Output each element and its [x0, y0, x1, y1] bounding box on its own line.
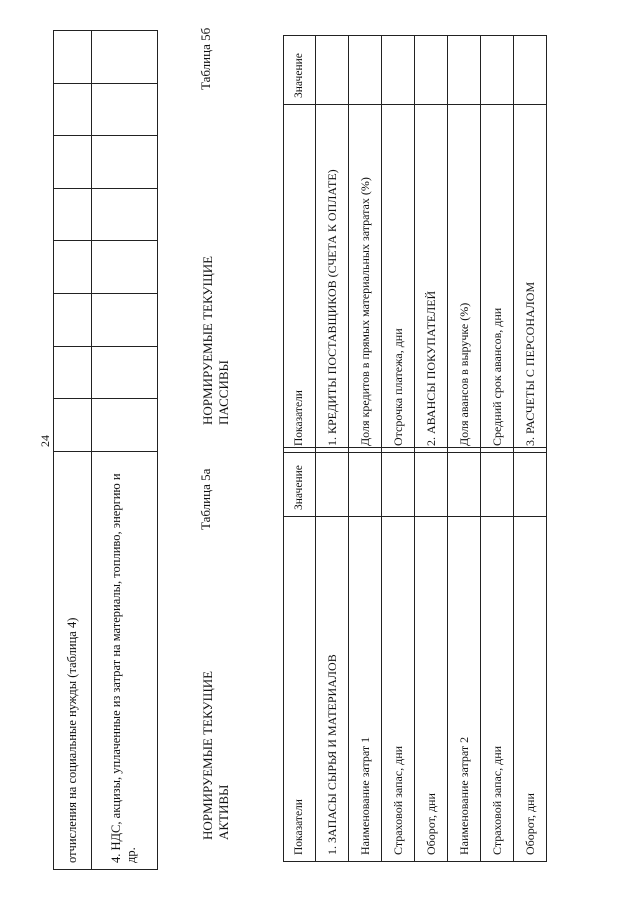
row-label: 2. АВАНСЫ ПОКУПАТЕЛЕЙ — [414, 105, 447, 453]
row-label: 3. РАСЧЕТЫ С ПЕРСОНАЛОМ — [513, 105, 546, 453]
table-row — [414, 448, 447, 862]
table-row — [447, 448, 480, 862]
table-row — [414, 36, 447, 453]
value-cell — [513, 36, 546, 105]
table-header-row — [284, 448, 316, 862]
row-label: отчисления на социальные нужды (таблица 4) — [54, 452, 92, 870]
value-cell — [480, 448, 513, 517]
table-cell — [54, 241, 92, 294]
table-cell — [91, 346, 157, 399]
table-5b-heading: НОРМИРУЕМЫЕ ТЕКУЩИЕ ПАССИВЫ — [200, 255, 231, 425]
table-cell — [54, 83, 92, 136]
table-5a-heading: НОРМИРУЕМЫЕ ТЕКУЩИЕ АКТИВЫ — [200, 670, 231, 840]
value-cell — [381, 36, 414, 105]
column-header-value: Значение — [284, 36, 316, 105]
table-row — [315, 36, 348, 453]
table-cell — [91, 83, 157, 136]
value-cell — [414, 448, 447, 517]
table-cell — [54, 399, 92, 452]
table-row — [348, 36, 381, 453]
table-cell — [91, 31, 157, 84]
table-cell — [54, 188, 92, 241]
table-row — [480, 36, 513, 453]
table-row — [381, 36, 414, 453]
row-label: Страховой запас, дни — [381, 517, 414, 862]
table-5a-number: Таблица 5а — [198, 468, 213, 530]
row-label: Страховой запас, дни — [480, 517, 513, 862]
table-cell — [54, 31, 92, 84]
table-cell — [54, 294, 92, 347]
value-cell — [447, 36, 480, 105]
value-cell — [315, 448, 348, 517]
table-5a — [283, 447, 547, 862]
row-label: Оборот, дни — [414, 517, 447, 862]
column-header-indicator: Показатели — [284, 517, 316, 862]
column-header-value: Значение — [284, 448, 316, 517]
row-label: Доля авансов в выручке (%) — [447, 105, 480, 453]
table-cell — [91, 399, 157, 452]
row-label: Оборот, дни — [513, 517, 546, 862]
table-cell — [91, 294, 157, 347]
continuation-table — [53, 30, 158, 870]
row-label: Наименование затрат 2 — [447, 517, 480, 862]
page-number: 24 — [38, 435, 52, 447]
table-row — [91, 31, 157, 870]
value-cell — [348, 36, 381, 105]
table-row — [480, 448, 513, 862]
value-cell — [513, 448, 546, 517]
table-row — [315, 448, 348, 862]
value-cell — [315, 36, 348, 105]
table-5b-number: Таблица 5б — [198, 27, 213, 90]
row-label: 1. ЗАПАСЫ СЫРЬЯ И МАТЕРИАЛОВ — [315, 517, 348, 862]
table-cell — [91, 241, 157, 294]
table-row — [447, 36, 480, 453]
table-row — [381, 448, 414, 862]
table-cell — [54, 136, 92, 189]
row-label: 4. НДС, акцизы, уплаченные из затрат на материалы, топливо, энергию и др. — [91, 452, 157, 870]
row-label: Отсрочка платежа, дни — [381, 105, 414, 453]
row-label: 1. КРЕДИТЫ ПОСТАВЩИКОВ (СЧЕТА К ОПЛАТЕ) — [315, 105, 348, 453]
value-cell — [480, 36, 513, 105]
table-cell — [91, 136, 157, 189]
row-label: Средний срок авансов, дни — [480, 105, 513, 453]
table-cell — [91, 188, 157, 241]
value-cell — [348, 448, 381, 517]
table-5b — [283, 35, 547, 453]
table-row — [54, 31, 92, 870]
value-cell — [414, 36, 447, 105]
table-cell — [54, 346, 92, 399]
column-header-indicator: Показатели — [284, 105, 316, 453]
row-label: Наименование затрат 1 — [348, 517, 381, 862]
value-cell — [447, 448, 480, 517]
row-label: Доля кредитов в прямых материальных затратах (%) — [348, 105, 381, 453]
table-row — [348, 448, 381, 862]
table-row — [513, 36, 546, 453]
table-row — [513, 448, 546, 862]
table-header-row — [284, 36, 316, 453]
value-cell — [381, 448, 414, 517]
